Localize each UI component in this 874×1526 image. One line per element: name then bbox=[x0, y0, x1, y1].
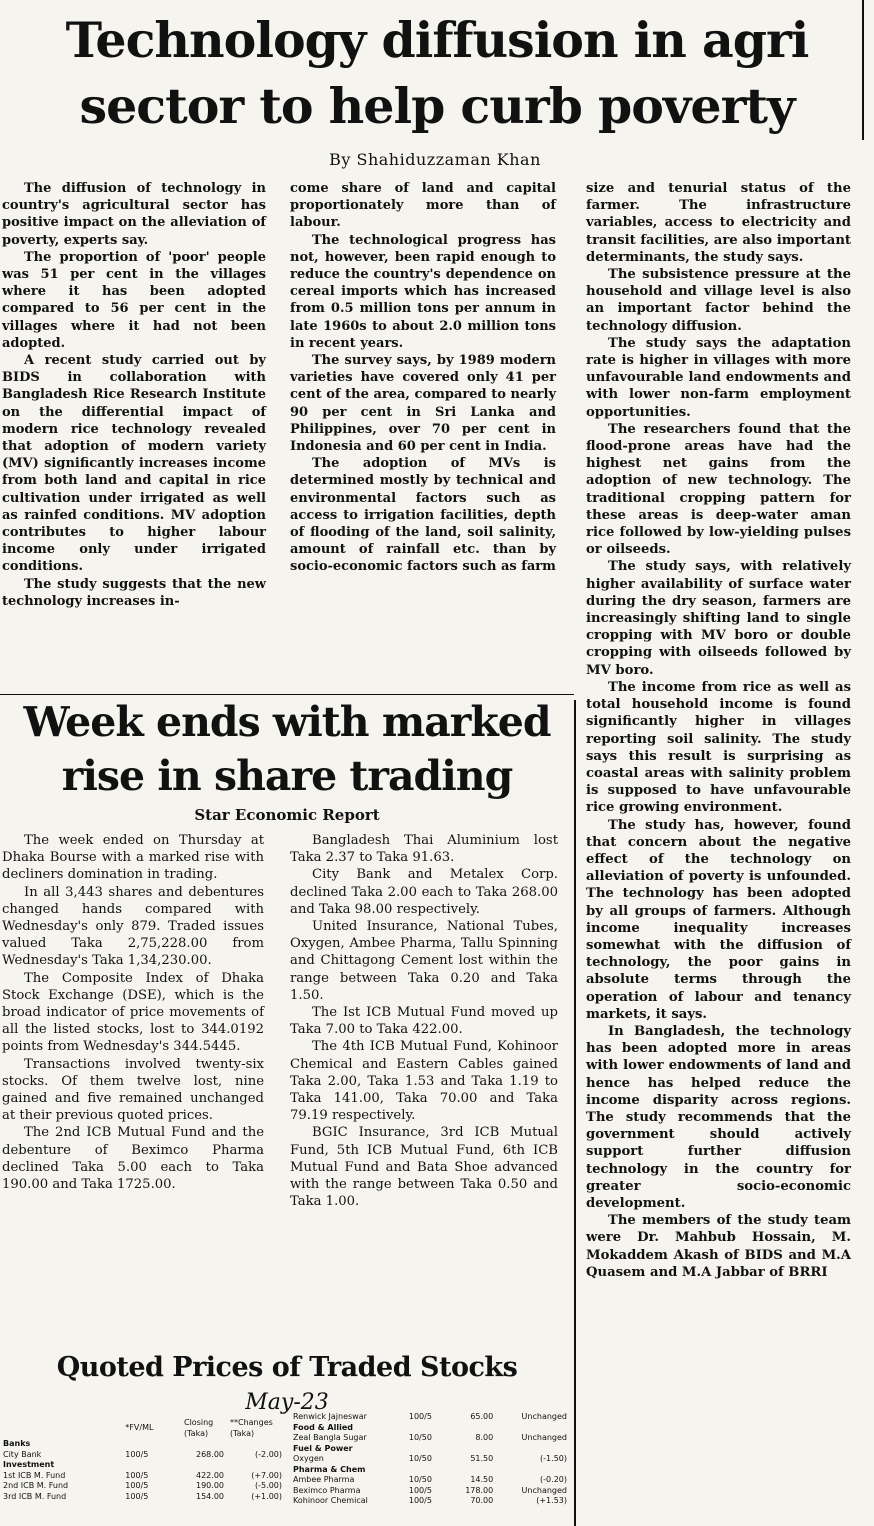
article1-column-2 bbox=[290, 180, 556, 576]
table-row bbox=[290, 1412, 570, 1423]
paragraph: The income from rice as well as total household income is found significantly higher in villages reporting soil salinity. The study says this result is surprising as coastal areas with salinity problem is supposed to have unfavourable rice growing environment. bbox=[586, 679, 851, 816]
article2-headline-line1: Week ends with marked bbox=[23, 698, 551, 746]
header-closing: Closing (Taka) bbox=[184, 1418, 214, 1438]
paragraph: The 4th ICB Mutual Fund, Kohinoor Chemical and Eastern Cables gained Taka 2.00, Taka 1.53 and Taka 1.19 to Taka 141.00, Taka 70.00 and Taka 79.19 respectively. bbox=[290, 1039, 558, 1124]
table-cell-name: Renwick Jajneswar bbox=[293, 1412, 367, 1421]
table-section bbox=[290, 1444, 570, 1455]
table-row bbox=[0, 1471, 285, 1482]
paragraph: size and tenurial status of the farmer. The infrastructure variables, access to electricity and transit facilities, are also important determinants, the study says. bbox=[586, 181, 851, 265]
table-cell-name: Zeal Bangla Sugar bbox=[293, 1433, 367, 1442]
table-cell-fv: 100/5 bbox=[125, 1449, 149, 1459]
article1-column-3 bbox=[586, 180, 851, 1281]
paragraph: The study has, however, found that concern about the negative effect of the technology on alleviation of poverty is unfounded. The technology has been adopted by all groups of farmers. Although income inequality increases somewhat with the diffusion of technology, the poor gains in absolute terms through the operation of labour and tenancy markets, it says. bbox=[586, 817, 851, 1022]
table-cell-fv: 100/5 bbox=[408, 1496, 432, 1505]
quotes-date: May-23 bbox=[245, 1390, 329, 1415]
article1-headline-line2: sector to help curb poverty bbox=[79, 77, 795, 135]
paragraph: Transactions involved twenty-six stocks. Of them twelve lost, nine gained and five remained unchanged at their previous quoted prices. bbox=[2, 1056, 264, 1124]
table-cell-close: 178.00 bbox=[465, 1485, 494, 1495]
paragraph: come share of land and capital proportionately more than of labour. bbox=[290, 181, 556, 231]
paragraph: BGIC Insurance, 3rd ICB Mutual Fund, 5th ICB Mutual Fund, 6th ICB Mutual Fund and Bata Shoe advanced with the range between Taka 0.50 and Taka 1.00. bbox=[290, 1125, 558, 1210]
article2-headline-line2: rise in share trading bbox=[61, 752, 513, 800]
paragraph: The members of the study team were Dr. Mahbub Hossain, M. Mokaddem Akash of BIDS and M.A Quasem and M.A Jabbar of BRRI bbox=[586, 1213, 851, 1280]
article2-column-2 bbox=[290, 832, 558, 1210]
table-cell-name: 2nd ICB M. Fund bbox=[3, 1481, 69, 1490]
table-cell-fv: 100/5 bbox=[125, 1470, 149, 1480]
article2-byline: Star Economic Report bbox=[194, 806, 380, 824]
quotes-table-right bbox=[290, 1412, 570, 1507]
table-cell-close: 8.00 bbox=[475, 1433, 494, 1442]
paragraph: The adoption of MVs is determined mostly by technical and environmental factors such as access to irrigation facilities, depth of flooding of the land, soil salinity, amount of rainfall etc. than by socio-economic factors such as farm bbox=[290, 456, 556, 575]
paragraph: The researchers found that the flood-prone areas have had the highest net gains from the adoption of new technology. The traditional cropping pattern for these areas is deep-water aman rice followed by low-yielding pulses or oilseeds. bbox=[586, 421, 851, 558]
table-cell-name: 3rd ICB M. Fund bbox=[3, 1491, 67, 1501]
table-cell-fv: 100/5 bbox=[125, 1481, 149, 1490]
table-cell-close: 51.50 bbox=[470, 1454, 494, 1463]
table-cell-close: 422.00 bbox=[196, 1470, 224, 1480]
table-cell-chg: Unchanged bbox=[521, 1433, 567, 1442]
paragraph: The study suggests that the new technology increases in- bbox=[2, 576, 266, 609]
table-cell-fv: 10/50 bbox=[408, 1475, 432, 1484]
quotes-table-left bbox=[0, 1418, 285, 1502]
table-row bbox=[0, 1450, 285, 1461]
table-cell-name: City Bank bbox=[3, 1449, 42, 1459]
table-cell-name: Fuel & Power bbox=[293, 1443, 353, 1453]
table-cell-fv: 10/50 bbox=[408, 1433, 432, 1442]
column-rule bbox=[862, 0, 864, 140]
table-cell-name: Pharma & Chem bbox=[293, 1464, 366, 1474]
table-cell-chg: (-0.20) bbox=[540, 1475, 567, 1484]
table-cell-close: 268.00 bbox=[196, 1449, 224, 1459]
table-cell-name: Banks bbox=[3, 1439, 31, 1448]
paragraph: The 2nd ICB Mutual Fund and the debenture of Beximco Pharma declined Taka 5.00 each to Taka 190.00 and Taka 1725.00. bbox=[2, 1125, 264, 1193]
paragraph: The survey says, by 1989 modern varieties have covered only 41 per cent of the area, compared to nearly 90 per cent in Sri Lanka and Philippines, over 70 per cent in Indonesia and 60 per cent in India. bbox=[290, 353, 556, 455]
header-changes: **Changes (Taka) bbox=[230, 1418, 273, 1438]
paragraph: In all 3,443 shares and debentures changed hands compared with Wednesday's only 879. Traded issues valued Taka 2,75,228.00 from Wednesday's Taka 1,34,230.00. bbox=[2, 884, 264, 969]
paragraph: The study says, with relatively higher availability of surface water during the dry season, farmers are increasingly shifting land to single cropping with MV boro or double cropping with oilseeds followed by MV boro. bbox=[586, 559, 851, 678]
table-cell-chg: (+1.53) bbox=[536, 1496, 567, 1505]
paragraph: City Bank and Metalex Corp. declined Taka 2.00 each to Taka 268.00 and Taka 98.00 respectively. bbox=[290, 867, 558, 917]
table-cell-close: 14.50 bbox=[470, 1475, 494, 1484]
table-cell-name: Oxygen bbox=[293, 1454, 324, 1463]
table-cell-close: 190.00 bbox=[196, 1481, 224, 1490]
paragraph: The subsistence pressure at the household and village level is also an important factor behind the technology diffusion. bbox=[586, 267, 851, 334]
table-row bbox=[0, 1481, 285, 1492]
column-rule bbox=[574, 700, 576, 1526]
table-row bbox=[290, 1475, 570, 1486]
paragraph: The week ended on Thursday at Dhaka Bourse with a marked rise with decliners domination in trading. bbox=[2, 833, 264, 883]
paragraph: The diffusion of technology in country's agricultural sector has positive impact on the alleviation of poverty, experts say. bbox=[2, 181, 266, 248]
paragraph: A recent study carried out by BIDS in collaboration with Bangladesh Rice Research Institute on the differential impact of modern rice technology revealed that adoption of modern variety (MV) significantly increases income from both land and capital in rice cultivation under irrigated as well as rainfed conditions. MV adoption contributes to higher labour income only under irrigated conditions. bbox=[2, 353, 266, 575]
table-cell-name: Food & Allied bbox=[293, 1422, 353, 1432]
table-row bbox=[290, 1433, 570, 1444]
table-cell-chg: Unchanged bbox=[521, 1485, 567, 1495]
paragraph: Bangladesh Thai Aluminium lost Taka 2.37 to Taka 91.63. bbox=[290, 833, 558, 866]
paragraph: The study says the adaptation rate is higher in villages with more unfavourable land endowments and with lower non-farm employment opportunities. bbox=[586, 335, 851, 420]
article1-byline: By Shahiduzzaman Khan bbox=[329, 150, 541, 169]
table-cell-chg: (+1.00) bbox=[251, 1491, 282, 1501]
table-cell-fv: 100/5 bbox=[408, 1412, 432, 1421]
paragraph: The Ist ICB Mutual Fund moved up Taka 7.00 to Taka 422.00. bbox=[290, 1005, 558, 1038]
article1-headline-line1: Technology diffusion in agri bbox=[65, 11, 809, 69]
table-row bbox=[290, 1496, 570, 1507]
table-row bbox=[0, 1492, 285, 1503]
table-section bbox=[290, 1465, 570, 1476]
table-cell-chg: Unchanged bbox=[521, 1412, 567, 1421]
table-cell-fv: 10/50 bbox=[408, 1454, 432, 1463]
table-section bbox=[0, 1460, 285, 1471]
table-section bbox=[290, 1423, 570, 1434]
article2-column-1 bbox=[2, 832, 264, 1193]
table-cell-name: Ambee Pharma bbox=[293, 1475, 355, 1484]
table-cell-chg: (-2.00) bbox=[255, 1449, 282, 1459]
table-cell-close: 154.00 bbox=[196, 1491, 224, 1501]
table-cell-chg: (-5.00) bbox=[255, 1481, 282, 1490]
table-cell-fv: 100/5 bbox=[408, 1485, 432, 1495]
table-cell-fv: 100/5 bbox=[125, 1491, 149, 1501]
table-cell-name: 1st ICB M. Fund bbox=[3, 1470, 66, 1480]
paragraph: In Bangladesh, the technology has been adopted more in areas with lower endowments of land and hence has helped reduce the income disparity across regions. The study recommends that the government should actively support further diffusion technology in the country for greater socio-economic development. bbox=[586, 1023, 851, 1211]
article1-column-1 bbox=[2, 180, 266, 610]
table-section bbox=[0, 1439, 285, 1450]
table-row bbox=[290, 1486, 570, 1497]
header-fv: *FV/ML bbox=[125, 1423, 154, 1433]
table-cell-close: 70.00 bbox=[470, 1496, 494, 1505]
table-cell-chg: (+7.00) bbox=[251, 1470, 282, 1480]
table-cell-close: 65.00 bbox=[470, 1412, 494, 1421]
paragraph: United Insurance, National Tubes, Oxygen, Ambee Pharma, Tallu Spinning and Chittagong Cement lost within the range between Taka 0.20 and Taka 1.50. bbox=[290, 919, 558, 1003]
table-cell-name: Beximco Pharma bbox=[293, 1485, 361, 1495]
paragraph: The proportion of 'poor' people was 51 per cent in the villages where it has been adopted compared to 56 per cent in the villages where it had not been adopted. bbox=[2, 249, 266, 351]
table-cell-name: Kohinoor Chemical bbox=[293, 1496, 368, 1505]
quotes-title: Quoted Prices of Traded Stocks bbox=[56, 1352, 518, 1383]
section-divider bbox=[0, 694, 574, 695]
table-row bbox=[290, 1454, 570, 1465]
paragraph: The Composite Index of Dhaka Stock Exchange (DSE), which is the broad indicator of price movements of all the listed stocks, lost to 344.0192 points from Wednesday's 344.5445. bbox=[2, 970, 264, 1055]
paragraph: The technological progress has not, however, been rapid enough to reduce the country's dependence on cereal imports which has increased from 0.5 million tons per annum in late 1960s to about 2.0 million tons in recent years. bbox=[290, 232, 556, 351]
table-cell-chg: (-1.50) bbox=[540, 1454, 567, 1463]
table-cell-name: Investment bbox=[3, 1460, 55, 1469]
